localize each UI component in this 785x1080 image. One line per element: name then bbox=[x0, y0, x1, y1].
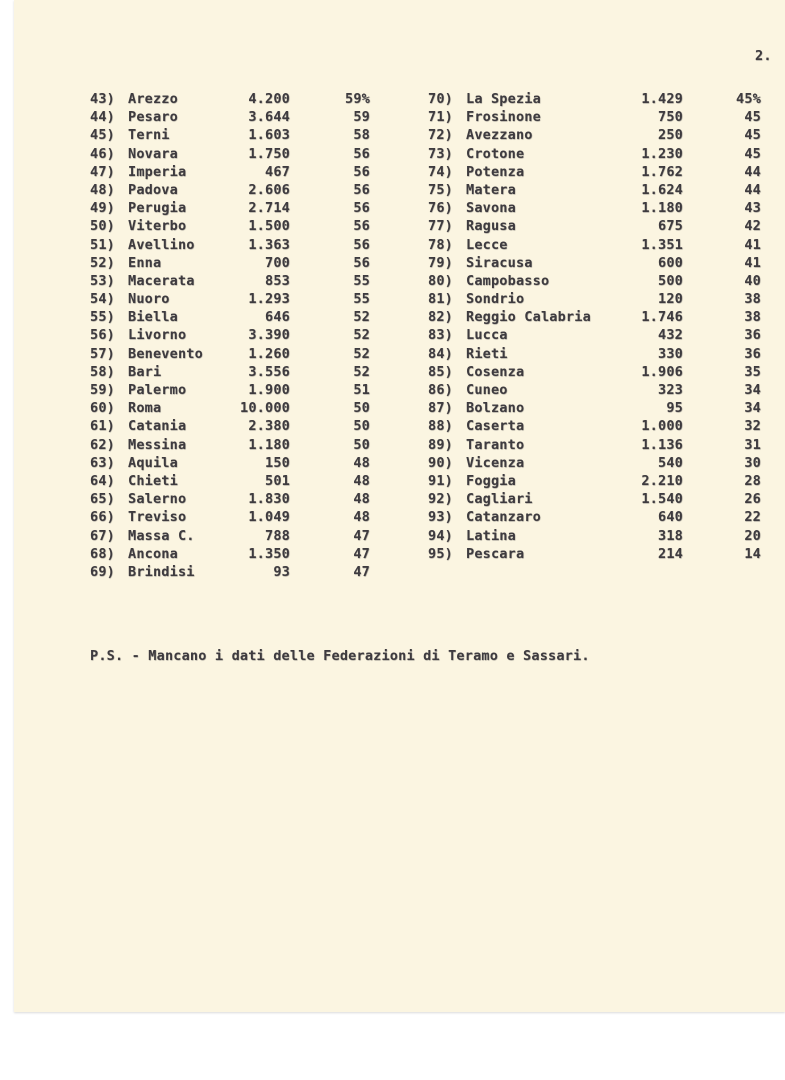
row-number: 85) bbox=[428, 363, 453, 380]
member-count: 330 bbox=[658, 345, 683, 362]
member-count: 150 bbox=[265, 454, 290, 471]
federation-name: Biella bbox=[128, 309, 178, 326]
row-number: 59) bbox=[90, 382, 115, 398]
percentage: 59% bbox=[345, 91, 370, 107]
percentage: 56 bbox=[353, 254, 370, 271]
row-number: 60) bbox=[90, 400, 115, 417]
federation-name: Rieti bbox=[466, 345, 508, 362]
percentage: 48 bbox=[353, 491, 370, 508]
federation-name: Cagliari bbox=[466, 491, 533, 508]
federation-name: Vicenza bbox=[466, 454, 525, 471]
member-count: 646 bbox=[265, 309, 290, 326]
row-number: 93) bbox=[428, 509, 453, 526]
member-count: 1.540 bbox=[641, 491, 683, 508]
member-count: 1.363 bbox=[248, 236, 290, 253]
row-number: 55) bbox=[90, 309, 115, 326]
member-count: 1.900 bbox=[248, 382, 290, 398]
percentage: 26 bbox=[744, 491, 761, 508]
federation-name: Novara bbox=[128, 145, 178, 162]
row-number: 80) bbox=[428, 272, 453, 289]
row-number: 88) bbox=[428, 418, 453, 435]
federation-name: Aquila bbox=[128, 454, 178, 471]
percentage: 38 bbox=[744, 291, 761, 308]
row-number: 72) bbox=[428, 127, 453, 144]
member-count: 1.624 bbox=[641, 181, 683, 198]
federation-name: Catania bbox=[128, 418, 187, 435]
percentage: 50 bbox=[353, 400, 370, 417]
federation-name: Ancona bbox=[128, 545, 178, 562]
member-count: 93 bbox=[273, 563, 290, 580]
federation-name: Cosenza bbox=[466, 363, 525, 380]
member-count: 467 bbox=[265, 163, 290, 180]
percentage: 52 bbox=[353, 363, 370, 380]
member-count: 1.750 bbox=[248, 145, 290, 162]
percentage: 34 bbox=[744, 382, 761, 398]
row-number: 51) bbox=[90, 236, 115, 253]
member-count: 1.500 bbox=[248, 218, 290, 235]
percentage: 45 bbox=[744, 145, 761, 162]
member-count: 750 bbox=[658, 109, 683, 126]
percentage: 45 bbox=[744, 109, 761, 126]
row-number: 73) bbox=[428, 145, 453, 162]
member-count: 788 bbox=[265, 527, 290, 544]
percentage: 36 bbox=[744, 327, 761, 344]
row-number: 47) bbox=[90, 163, 115, 180]
member-count: 1.830 bbox=[248, 491, 290, 508]
percentage: 56 bbox=[353, 200, 370, 217]
federation-name: Perugia bbox=[128, 200, 187, 217]
row-number: 77) bbox=[428, 218, 453, 235]
percentage: 50 bbox=[353, 418, 370, 435]
federation-name: Sondrio bbox=[466, 291, 525, 308]
federation-name: Terni bbox=[128, 127, 170, 144]
federation-name: Enna bbox=[128, 254, 162, 271]
member-count: 853 bbox=[265, 272, 290, 289]
member-count: 700 bbox=[265, 254, 290, 271]
percentage: 51 bbox=[353, 382, 370, 398]
federation-name: Avellino bbox=[128, 236, 195, 253]
federation-name: Lucca bbox=[466, 327, 508, 344]
federation-name: Crotone bbox=[466, 145, 525, 162]
row-number: 70) bbox=[428, 91, 453, 107]
member-count: 318 bbox=[658, 527, 683, 544]
percentage: 48 bbox=[353, 454, 370, 471]
row-number: 58) bbox=[90, 363, 115, 380]
row-number: 67) bbox=[90, 527, 115, 544]
federation-name: Taranto bbox=[466, 436, 525, 453]
percentage: 47 bbox=[353, 545, 370, 562]
federation-name: Frosinone bbox=[466, 109, 541, 126]
member-count: 1.049 bbox=[248, 509, 290, 526]
federation-name: Palermo bbox=[128, 382, 187, 398]
federation-name: Campobasso bbox=[466, 272, 550, 289]
member-count: 120 bbox=[658, 291, 683, 308]
member-count: 2.606 bbox=[248, 181, 290, 198]
percentage: 58 bbox=[353, 127, 370, 144]
row-number: 57) bbox=[90, 345, 115, 362]
row-number: 52) bbox=[90, 254, 115, 271]
member-count: 640 bbox=[658, 509, 683, 526]
percentage: 28 bbox=[744, 472, 761, 489]
federation-name: Livorno bbox=[128, 327, 187, 344]
percentage: 41 bbox=[744, 236, 761, 253]
member-count: 2.380 bbox=[248, 418, 290, 435]
row-number: 74) bbox=[428, 163, 453, 180]
row-number: 82) bbox=[428, 309, 453, 326]
row-number: 75) bbox=[428, 181, 453, 198]
percentage: 48 bbox=[353, 472, 370, 489]
row-number: 79) bbox=[428, 254, 453, 271]
member-count: 3.644 bbox=[248, 109, 290, 126]
percentage: 44 bbox=[744, 181, 761, 198]
document-page bbox=[14, 0, 785, 1012]
member-count: 1.136 bbox=[641, 436, 683, 453]
member-count: 1.230 bbox=[641, 145, 683, 162]
federation-name: Cuneo bbox=[466, 382, 508, 398]
member-count: 1.746 bbox=[641, 309, 683, 326]
percentage: 56 bbox=[353, 145, 370, 162]
member-count: 1.180 bbox=[248, 436, 290, 453]
percentage: 14 bbox=[744, 545, 761, 562]
federation-name: Matera bbox=[466, 181, 516, 198]
percentage: 55 bbox=[353, 272, 370, 289]
row-number: 44) bbox=[90, 109, 115, 126]
member-count: 540 bbox=[658, 454, 683, 471]
percentage: 32 bbox=[744, 418, 761, 435]
row-number: 54) bbox=[90, 291, 115, 308]
member-count: 432 bbox=[658, 327, 683, 344]
federation-name: Bari bbox=[128, 363, 162, 380]
federation-name: Padova bbox=[128, 181, 178, 198]
federation-name: Ragusa bbox=[466, 218, 516, 235]
federation-name: Latina bbox=[466, 527, 516, 544]
federation-name: Caserta bbox=[466, 418, 525, 435]
federation-name: Arezzo bbox=[128, 91, 178, 107]
federation-name: Potenza bbox=[466, 163, 525, 180]
row-number: 84) bbox=[428, 345, 453, 362]
federation-name: Bolzano bbox=[466, 400, 525, 417]
page-number: 2. bbox=[755, 48, 772, 64]
row-number: 43) bbox=[90, 91, 115, 107]
row-number: 94) bbox=[428, 527, 453, 544]
row-number: 83) bbox=[428, 327, 453, 344]
row-number: 68) bbox=[90, 545, 115, 562]
postscript-note: P.S. - Mancano i dati delle Federazioni di Teramo e Sassari. bbox=[90, 648, 590, 664]
percentage: 52 bbox=[353, 327, 370, 344]
member-count: 214 bbox=[658, 545, 683, 562]
federation-name: Massa C. bbox=[128, 527, 195, 544]
federation-name: Foggia bbox=[466, 472, 516, 489]
row-number: 45) bbox=[90, 127, 115, 144]
percentage: 43 bbox=[744, 200, 761, 217]
percentage: 55 bbox=[353, 291, 370, 308]
percentage: 52 bbox=[353, 345, 370, 362]
percentage: 31 bbox=[744, 436, 761, 453]
percentage: 56 bbox=[353, 181, 370, 198]
percentage: 56 bbox=[353, 236, 370, 253]
federation-name: Reggio Calabria bbox=[466, 309, 591, 326]
federation-name: Macerata bbox=[128, 272, 195, 289]
federation-name: Pescara bbox=[466, 545, 525, 562]
federation-name: Avezzano bbox=[466, 127, 533, 144]
member-count: 2.714 bbox=[248, 200, 290, 217]
member-count: 1.762 bbox=[641, 163, 683, 180]
member-count: 1.429 bbox=[641, 91, 683, 107]
row-number: 53) bbox=[90, 272, 115, 289]
member-count: 675 bbox=[658, 218, 683, 235]
percentage: 45% bbox=[736, 91, 761, 107]
member-count: 1.000 bbox=[641, 418, 683, 435]
percentage: 59 bbox=[353, 109, 370, 126]
percentage: 40 bbox=[744, 272, 761, 289]
percentage: 48 bbox=[353, 509, 370, 526]
member-count: 1.293 bbox=[248, 291, 290, 308]
row-number: 46) bbox=[90, 145, 115, 162]
row-number: 49) bbox=[90, 200, 115, 217]
federation-name: La Spezia bbox=[466, 91, 541, 107]
federation-name: Nuoro bbox=[128, 291, 170, 308]
row-number: 62) bbox=[90, 436, 115, 453]
row-number: 89) bbox=[428, 436, 453, 453]
member-count: 500 bbox=[658, 272, 683, 289]
federation-name: Catanzaro bbox=[466, 509, 541, 526]
member-count: 2.210 bbox=[641, 472, 683, 489]
percentage: 42 bbox=[744, 218, 761, 235]
member-count: 10.000 bbox=[240, 400, 290, 417]
member-count: 1.906 bbox=[641, 363, 683, 380]
row-number: 64) bbox=[90, 472, 115, 489]
percentage: 56 bbox=[353, 218, 370, 235]
percentage: 56 bbox=[353, 163, 370, 180]
percentage: 52 bbox=[353, 309, 370, 326]
row-number: 87) bbox=[428, 400, 453, 417]
row-number: 95) bbox=[428, 545, 453, 562]
percentage: 34 bbox=[744, 400, 761, 417]
federation-name: Savona bbox=[466, 200, 516, 217]
percentage: 44 bbox=[744, 163, 761, 180]
row-number: 91) bbox=[428, 472, 453, 489]
member-count: 600 bbox=[658, 254, 683, 271]
federation-name: Roma bbox=[128, 400, 162, 417]
federation-name: Treviso bbox=[128, 509, 187, 526]
row-number: 63) bbox=[90, 454, 115, 471]
federation-name: Messina bbox=[128, 436, 187, 453]
row-number: 50) bbox=[90, 218, 115, 235]
member-count: 1.603 bbox=[248, 127, 290, 144]
percentage: 50 bbox=[353, 436, 370, 453]
row-number: 56) bbox=[90, 327, 115, 344]
row-number: 66) bbox=[90, 509, 115, 526]
member-count: 3.556 bbox=[248, 363, 290, 380]
row-number: 69) bbox=[90, 563, 115, 580]
percentage: 47 bbox=[353, 563, 370, 580]
row-number: 65) bbox=[90, 491, 115, 508]
row-number: 61) bbox=[90, 418, 115, 435]
row-number: 48) bbox=[90, 181, 115, 198]
member-count: 1.350 bbox=[248, 545, 290, 562]
row-number: 92) bbox=[428, 491, 453, 508]
member-count: 1.180 bbox=[641, 200, 683, 217]
percentage: 45 bbox=[744, 127, 761, 144]
row-number: 81) bbox=[428, 291, 453, 308]
percentage: 41 bbox=[744, 254, 761, 271]
federation-name: Viterbo bbox=[128, 218, 187, 235]
federation-name: Brindisi bbox=[128, 563, 195, 580]
federation-name: Chieti bbox=[128, 472, 178, 489]
row-number: 86) bbox=[428, 382, 453, 398]
federation-name: Siracusa bbox=[466, 254, 533, 271]
federation-name: Lecce bbox=[466, 236, 508, 253]
percentage: 38 bbox=[744, 309, 761, 326]
member-count: 1.260 bbox=[248, 345, 290, 362]
row-number: 76) bbox=[428, 200, 453, 217]
federation-name: Salerno bbox=[128, 491, 187, 508]
percentage: 20 bbox=[744, 527, 761, 544]
member-count: 4.200 bbox=[248, 91, 290, 107]
row-number: 78) bbox=[428, 236, 453, 253]
member-count: 501 bbox=[265, 472, 290, 489]
row-number: 71) bbox=[428, 109, 453, 126]
percentage: 35 bbox=[744, 363, 761, 380]
member-count: 323 bbox=[658, 382, 683, 398]
percentage: 22 bbox=[744, 509, 761, 526]
row-number: 90) bbox=[428, 454, 453, 471]
federation-name: Imperia bbox=[128, 163, 187, 180]
percentage: 47 bbox=[353, 527, 370, 544]
member-count: 250 bbox=[658, 127, 683, 144]
percentage: 30 bbox=[744, 454, 761, 471]
federation-name: Benevento bbox=[128, 345, 203, 362]
federation-name: Pesaro bbox=[128, 109, 178, 126]
member-count: 95 bbox=[666, 400, 683, 417]
percentage: 36 bbox=[744, 345, 761, 362]
member-count: 3.390 bbox=[248, 327, 290, 344]
member-count: 1.351 bbox=[641, 236, 683, 253]
